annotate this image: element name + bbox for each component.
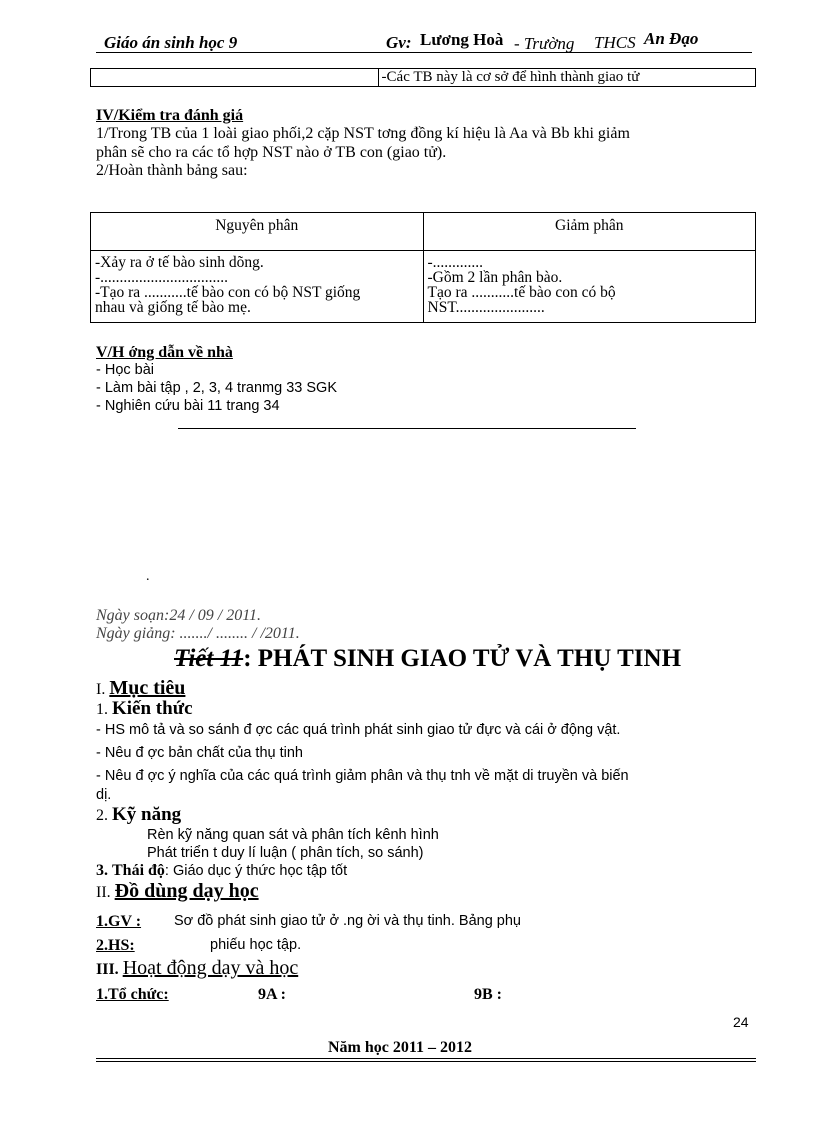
section5-item-1: - Học bài (96, 362, 155, 378)
activities-num: III. (96, 961, 119, 978)
attitude-title: Thái độ (112, 862, 165, 879)
gv-text: Sơ đồ phát sinh giao tử ở .ng ời và thụ tinh. Bảng phụ (174, 913, 521, 929)
section5-item-2: - Làm bài tập , 2, 3, 4 tranmg 33 SGK (96, 380, 337, 396)
attitude-text: : Giáo dục ý thức học tập tốt (164, 863, 348, 879)
equipment-heading (96, 880, 259, 903)
section5-title: V/H ớng dẫn về nhà (96, 344, 233, 361)
section5-item-3: - Nghiên cứu bài 11 trang 34 (96, 398, 280, 414)
lesson-title-line (174, 645, 681, 673)
lesson-title: : PHÁT SINH GIAO TỬ VÀ THỤ TINH (243, 645, 682, 672)
hs-label: 2.HS: (96, 937, 135, 954)
mitosis-line-2: -................................. (95, 269, 229, 286)
skills-item-1: Rèn kỹ năng quan sát và phân tích kênh hình (147, 827, 439, 843)
hs-text: phiếu học tập. (210, 937, 302, 953)
compare-table (90, 212, 756, 323)
section4-title: IV/Kiểm tra đánh giá (96, 107, 244, 124)
meiosis-line-3: Tạo ra ...........tế bào con có bộ (427, 284, 616, 301)
header-school-prefix: - Trường (514, 34, 575, 53)
meiosis-line-1: -............. (427, 254, 484, 271)
equipment-num: II. (96, 884, 111, 901)
section4-q1-line1: 1/Trong TB của 1 loài giao phối,2 cặp NST tơng đồng kí hiệu là Aa và Bb khi giảm (96, 125, 630, 142)
org-label: 1.Tổ chức: (96, 986, 169, 1003)
meiosis-line-4: NST....................... (427, 299, 545, 316)
skills-title: Kỹ năng (112, 804, 182, 825)
header-teacher-prefix: Gv: (386, 33, 412, 52)
knowledge-item-3-line1: - Nêu đ ợc ý nghĩa của các quá trình giảm phân và thụ tnh về mặt di truyền và biến (96, 768, 629, 784)
attitude-line (96, 862, 347, 880)
compare-header-mitosis: Nguyên phân (91, 213, 424, 251)
objectives-title: Mục tiêu (109, 677, 186, 699)
header-rule (96, 52, 752, 53)
gv-label: 1.GV : (96, 913, 142, 930)
top-table-right-cell: -Các TB này là cơ sở để hình thành giao tử (378, 69, 755, 87)
activities-title: Hoạt động dạy và học (122, 957, 299, 979)
top-table-left-cell (91, 69, 379, 87)
skills-heading (96, 804, 181, 826)
objectives-num: I. (96, 681, 106, 698)
knowledge-item-3-line2: dị. (96, 787, 112, 803)
mitosis-line-3: -Tạo ra ...........tế bào con có bộ NST giống (95, 284, 361, 301)
stray-dot: . (146, 569, 150, 584)
attitude-num: 3. (96, 862, 108, 879)
activities-heading (96, 957, 298, 980)
date-taught: Ngày giảng: ......./ ........ / /2011. (96, 625, 300, 642)
footer-rule (96, 1058, 756, 1062)
knowledge-item-2: - Nêu đ ợc bản chất của thụ tinh (96, 745, 303, 761)
section4-q2: 2/Hoàn thành bảng sau: (96, 162, 248, 179)
header-school-type: THCS (594, 33, 636, 52)
date-prepared: Ngày soạn:24 / 09 / 2011. (96, 607, 262, 624)
compare-cell-mitosis (91, 251, 424, 323)
skills-item-2: Phát triển t duy lí luận ( phân tích, so sánh) (147, 845, 424, 861)
knowledge-title: Kiến thức (112, 698, 193, 719)
header-school-name: An Đạo (644, 29, 699, 48)
compare-cell-meiosis (423, 251, 755, 323)
school-year: Năm học 2011 – 2012 (328, 1039, 472, 1056)
knowledge-item-1: - HS mô tả và so sánh đ ợc các quá trình phát sinh giao tử đực và cái ở động vật. (96, 722, 621, 738)
section4-q1-line2: phân sẽ cho ra các tổ hợp NST nào ở TB con (giao tử). (96, 144, 447, 161)
knowledge-heading (96, 698, 193, 720)
lesson-number: Tiết 11 (174, 645, 244, 672)
knowledge-num: 1. (96, 701, 108, 718)
header-subject: Giáo án sinh học 9 (104, 33, 238, 52)
class-9b: 9B : (474, 986, 502, 1003)
equipment-title: Đồ dùng dạy học (114, 880, 259, 902)
objectives-heading (96, 677, 185, 700)
mitosis-line-4: nhau và giống tế bào mẹ. (95, 299, 251, 316)
meiosis-line-2: -Gồm 2 lần phân bào. (427, 269, 563, 286)
mitosis-line-1: -Xảy ra ở tế bào sinh dõng. (95, 254, 264, 271)
skills-num: 2. (96, 807, 108, 824)
top-table-fragment (90, 68, 756, 87)
header-teacher-name: Lương Hoà (420, 30, 504, 49)
page-number: 24 (733, 1014, 749, 1030)
section-divider (178, 428, 636, 429)
class-9a: 9A : (258, 986, 286, 1003)
compare-header-meiosis: Giảm phân (423, 213, 755, 251)
